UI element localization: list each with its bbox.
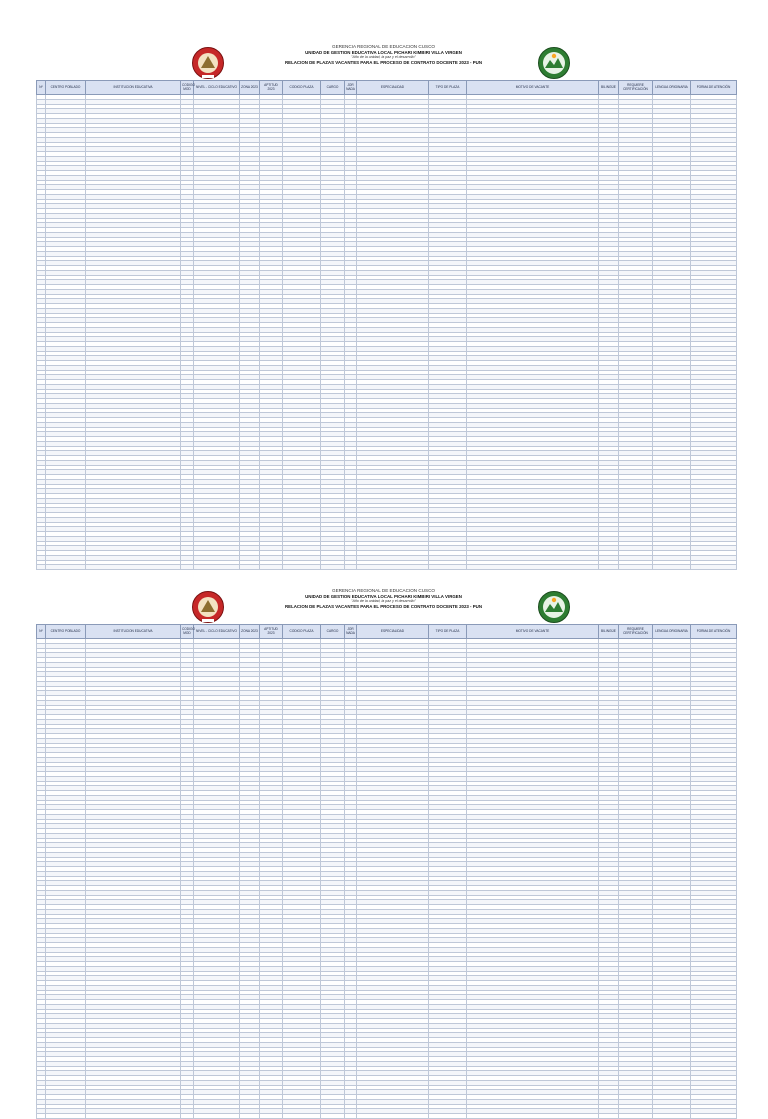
header-line-2: UNIDAD DE GESTION EDUCATIVA LOCAL PICHARI KIMBIRI VILLA VIRGEN — [305, 593, 462, 599]
table-body — [37, 639, 737, 1119]
column-header: CARGO — [321, 625, 345, 639]
table-cell — [345, 1114, 357, 1119]
column-header: CENTRO POBLADO — [46, 625, 86, 639]
document-page-1 — [36, 44, 731, 570]
table-cell — [240, 1114, 260, 1119]
document-header — [36, 44, 731, 80]
header-line-1: GERENCIA REGIONAL DE EDUCACION CUSCO — [332, 44, 435, 49]
table-cell — [321, 1114, 345, 1119]
table-cell — [37, 1114, 46, 1119]
column-header: APTITUD 2023 — [260, 81, 283, 95]
column-header: MOTIVO DE VACANTE — [467, 625, 599, 639]
table-header-row — [37, 625, 737, 639]
table-cell — [429, 1114, 467, 1119]
table-cell — [194, 1114, 240, 1119]
column-header: CODIGO PLAZA — [283, 81, 321, 95]
table-cell — [283, 1114, 321, 1119]
column-header: FORMA DE ATENCIÓN — [691, 625, 737, 639]
column-header: REQUIERE CERTIFICACIÓN — [619, 625, 653, 639]
table-cell — [619, 1114, 653, 1119]
column-header: ESPECIALIDAD — [357, 625, 429, 639]
table-cell — [691, 565, 737, 570]
table-cell — [86, 1114, 181, 1119]
column-header: MOTIVO DE VACANTE — [467, 81, 599, 95]
table-row — [37, 1114, 737, 1119]
table-cell — [86, 565, 181, 570]
ugel-seal-logo-icon — [536, 46, 572, 80]
table-body — [37, 95, 737, 570]
column-header: CARGO — [321, 81, 345, 95]
column-header: Nº — [37, 81, 46, 95]
vacancies-table — [36, 80, 737, 570]
column-header: JOR NADA — [345, 625, 357, 639]
table-cell — [653, 565, 691, 570]
header-line-1: GERENCIA REGIONAL DE EDUCACION CUSCO — [332, 588, 435, 593]
column-header: NIVEL - CICLO EDUCATIVO — [194, 81, 240, 95]
table-cell — [260, 565, 283, 570]
column-header: LENGUA ORIGINARIA — [653, 625, 691, 639]
column-header: CENTRO POBLADO — [46, 81, 86, 95]
column-header: REQUIERE CERTIFICACIÓN — [619, 81, 653, 95]
title-block — [36, 44, 731, 66]
column-header: Nº — [37, 625, 46, 639]
column-header: JOR NADA — [345, 81, 357, 95]
table-cell — [599, 565, 619, 570]
table-cell — [260, 1114, 283, 1119]
column-header: CODIGO PLAZA — [283, 625, 321, 639]
table-cell — [194, 565, 240, 570]
document-header — [36, 588, 731, 624]
header-line-4: RELACION DE PLAZAS VACANTES PARA EL PROCESO DE CONTRATO DOCENTE 2023 - PUN — [284, 603, 483, 609]
column-header: APTITUD 2023 — [260, 625, 283, 639]
vacancies-table — [36, 624, 737, 1119]
table-cell — [691, 1114, 737, 1119]
column-header: INSTITUCION EDUCATIVA — [86, 625, 181, 639]
table-cell — [357, 1114, 429, 1119]
title-block — [36, 588, 731, 610]
table-cell — [467, 1114, 599, 1119]
table-cell — [619, 565, 653, 570]
column-header: NIVEL - CICLO EDUCATIVO — [194, 625, 240, 639]
ugel-seal-logo-icon — [536, 590, 572, 624]
table-row — [37, 565, 737, 570]
table-cell — [467, 565, 599, 570]
column-header: BILINGÜE — [599, 625, 619, 639]
table-cell — [345, 565, 357, 570]
table-header-row — [37, 81, 737, 95]
column-header: ZONA 2023 — [240, 625, 260, 639]
column-header: TIPO DE PLAZA — [429, 625, 467, 639]
column-header: ESPECIALIDAD — [357, 81, 429, 95]
column-header: BILINGÜE — [599, 81, 619, 95]
table-cell — [599, 1114, 619, 1119]
header-line-3: "Año de la unidad, la paz y el desarrollo" — [351, 55, 416, 59]
table-cell — [46, 1114, 86, 1119]
column-header: INSTITUCION EDUCATIVA — [86, 81, 181, 95]
document-page-2 — [36, 588, 731, 1119]
table-cell — [429, 565, 467, 570]
column-header: CODIGO MOD — [181, 625, 194, 639]
header-line-2: UNIDAD DE GESTION EDUCATIVA LOCAL PICHARI KIMBIRI VILLA VIRGEN — [305, 49, 462, 55]
table-cell — [46, 565, 86, 570]
table-cell — [181, 565, 194, 570]
column-header: CODIGO MOD — [181, 81, 194, 95]
column-header: ZONA 2023 — [240, 81, 260, 95]
table-cell — [37, 565, 46, 570]
table-cell — [653, 1114, 691, 1119]
column-header: TIPO DE PLAZA — [429, 81, 467, 95]
table-cell — [357, 565, 429, 570]
header-line-4: RELACION DE PLAZAS VACANTES PARA EL PROCESO DE CONTRATO DOCENTE 2023 - PUN — [284, 59, 483, 65]
table-cell — [321, 565, 345, 570]
column-header: LENGUA ORIGINARIA — [653, 81, 691, 95]
column-header: FORMA DE ATENCIÓN — [691, 81, 737, 95]
header-line-3: "Año de la unidad, la paz y el desarrollo" — [351, 599, 416, 603]
table-cell — [181, 1114, 194, 1119]
table-cell — [240, 565, 260, 570]
table-cell — [283, 565, 321, 570]
